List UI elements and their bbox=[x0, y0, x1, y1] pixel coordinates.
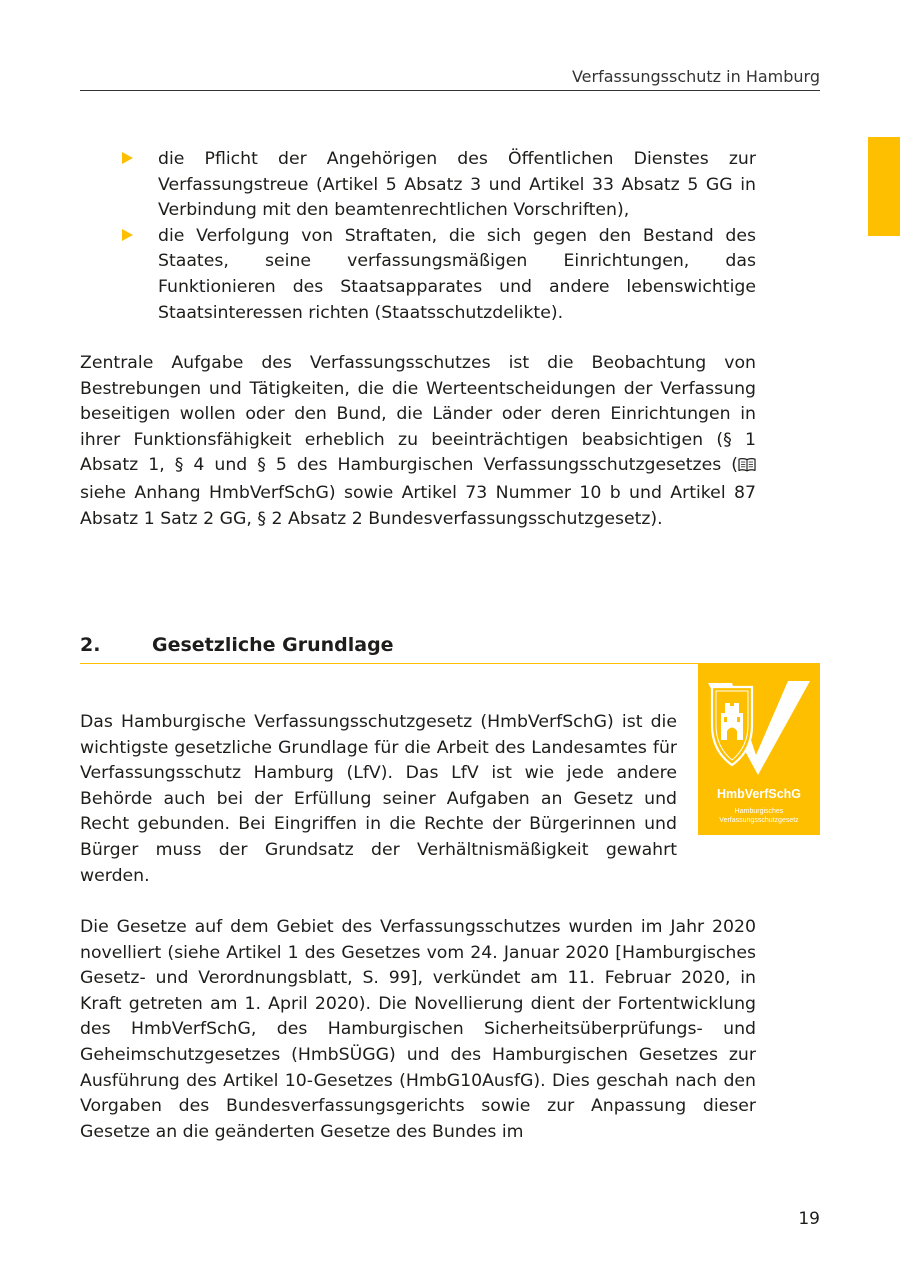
section-title: Gesetzliche Grundlage bbox=[152, 634, 394, 656]
header-rule bbox=[80, 90, 820, 91]
body-paragraph: Das Hamburgische Verfassungsschutzgesetz (HmbVerfSchG) ist die wichtigste gesetzliche Grundlage für die Arbeit des Landesamtes für Verfassungsschutz Hamburg (LfV). Das LfV ist wie jede andere Behörde auch bei der Erfüllung seiner Aufgaben an Gesetz und Recht gebunden. Bei Eingriffen in die Rechte der Bürgerinnen und Bürger muss der Grundsatz der Verhältnismäßigkeit gewahrt werden. bbox=[80, 712, 677, 886]
logo-line-2: Verfassungsschutzgesetz bbox=[719, 817, 799, 824]
logo-line-1: Hamburgisches bbox=[734, 808, 784, 815]
intro-text-before-icon: Zentrale Aufgabe des Verfassungsschutzes ist die Beobachtung von Bestrebungen und Tätigkeiten, die die Werteentscheidungen der Verfassung beseitigen wollen oder den Bund, die Länder oder deren Einrichtungen in ihrer Funktionsfähigkeit erheblich zu beeinträchtigen beabsichtigen (§ 1 Absatz 1, § 4 und § 5 des Hamburgischen Verfassungsschutzgesetzes ( bbox=[80, 353, 756, 476]
chapter-tab-marker bbox=[868, 137, 900, 236]
list-item-text: die Verfolgung von Straftaten, die sich gegen den Bestand des Staates, seine verfassungsmäßigen Einrichtungen, das Funktionieren des Staatsapparates und andere lebenswichtige Staatsinteressen richten (Staatsschutzdelikte). bbox=[158, 225, 756, 323]
running-header: Verfassungsschutz in Hamburg bbox=[571, 67, 820, 86]
intro-text-after-icon: siehe Anhang HmbVerfSchG) sowie Artikel 73 Nummer 10 b und Artikel 87 Absatz 1 Satz 2 GG, § 2 Absatz 2 Bundesverfassungsschutzgesetz). bbox=[80, 482, 756, 529]
section-rule bbox=[80, 663, 698, 664]
page-number: 19 bbox=[798, 1209, 820, 1229]
bullet-list bbox=[80, 147, 756, 326]
intro-paragraph bbox=[80, 351, 756, 532]
body-paragraph: Die Gesetze auf dem Gebiet des Verfassungsschutzes wurden im Jahr 2020 novelliert (siehe Artikel 1 des Gesetzes vom 24. Januar 2020 [Hamburgisches Gesetz- und Verordnungsblatt, S. 99], verkündet am 11. Februar 2020, in Kraft getreten am 1. April 2020). Die Novellierung dient der Fortentwicklung des HmbVerfSchG, des Hamburgischen Sicherheitsüberprüfungs- und Geheimschutzgesetzes (HmbSÜGG) und des Hamburgischen Gesetzes zur Ausführung des Artikel 10-Gesetzes (HmbG10AusfG). Dies geschah nach den Vorgaben des Bundesverfassungsgerichts sowie zur Anpassung dieser Gesetze an die geänderten Gesetze des Bundes im bbox=[80, 917, 756, 1142]
hamburg-shield-v-icon bbox=[698, 663, 820, 785]
book-icon bbox=[738, 455, 756, 481]
triangle-bullet-icon bbox=[122, 152, 133, 164]
list-item-text: die Pflicht der Angehörigen des Öffentlichen Dienstes zur Verfassungstreue (Artikel 5 Absatz 3 und Artikel 33 Absatz 5 GG in Verbindung mit den beamtenrechtlichen Vorschriften), bbox=[158, 149, 756, 221]
triangle-bullet-icon bbox=[122, 229, 133, 241]
logo-full-name bbox=[698, 807, 820, 825]
logo-abbreviation: HmbVerfSchG bbox=[716, 787, 802, 801]
section-heading bbox=[80, 632, 700, 658]
list-item bbox=[80, 224, 756, 326]
section-number: 2. bbox=[80, 634, 101, 656]
list-item bbox=[80, 147, 756, 224]
hmbverfschg-logo bbox=[698, 663, 820, 835]
